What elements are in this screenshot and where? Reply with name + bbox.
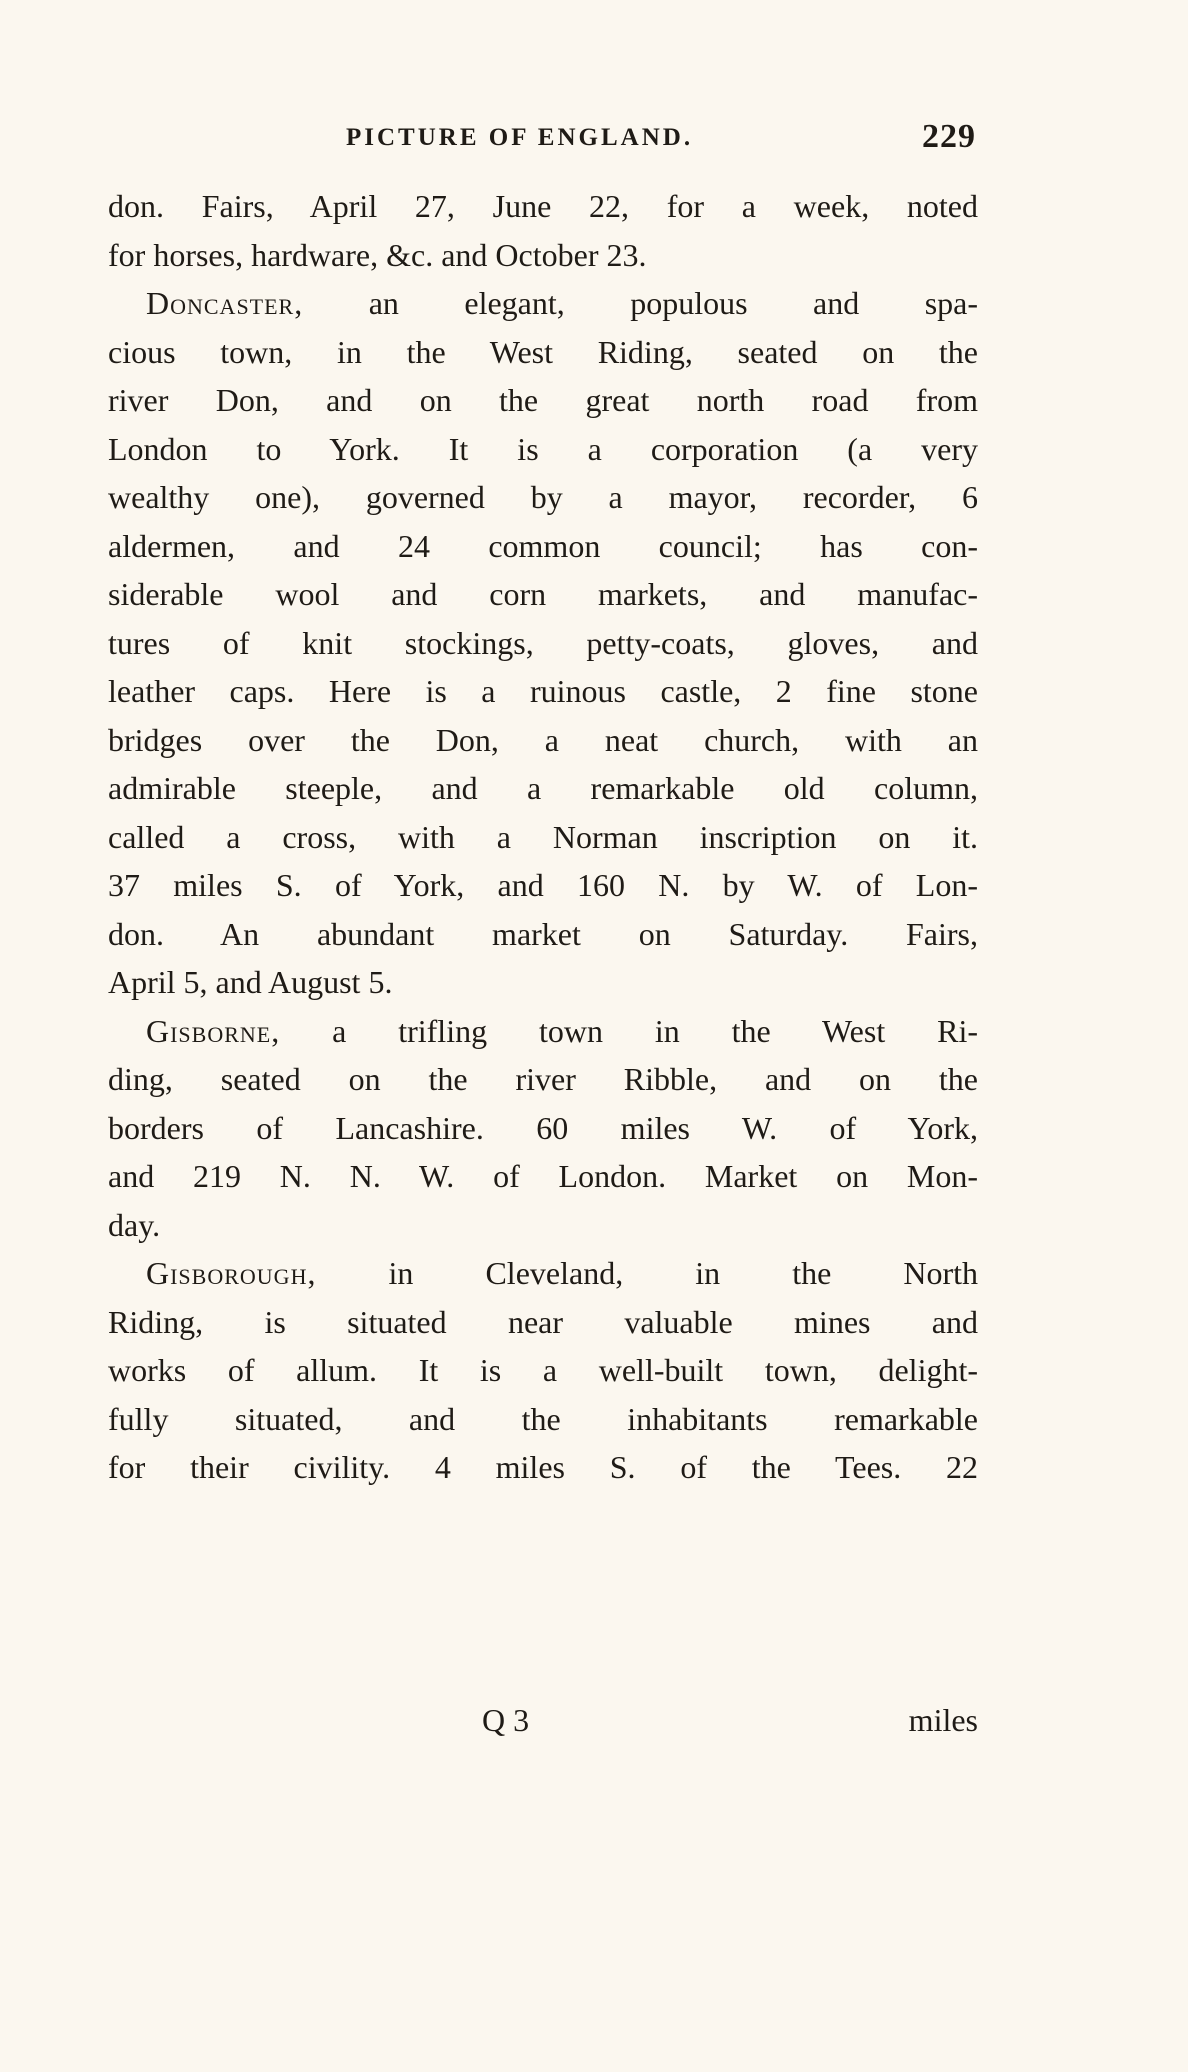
text-fragment: a trifling town in the West Ri- <box>280 1012 978 1049</box>
text-fragment: an elegant, populous and spa- <box>303 285 978 321</box>
text-line: siderable wool and corn markets, and manufac- <box>108 576 978 612</box>
text-line: for their civility. 4 miles S. of the Tees. 22 <box>108 1449 978 1485</box>
text-line: fully situated, and the inhabitants remarkable <box>108 1400 978 1437</box>
text-line: works of allum. It is a well-built town, delight- <box>108 1352 978 1388</box>
text-line: London to York. It is a corporation (a very <box>108 430 978 467</box>
text-line: ding, seated on the river Ribble, and on the <box>108 1061 978 1097</box>
text-line: day. <box>108 1206 161 1243</box>
text-line: don. Fairs, April 27, June 22, for a week, noted <box>108 188 978 224</box>
text-line: wealthy one), governed by a mayor, recorder, 6 <box>108 479 978 515</box>
text-line: called a cross, with a Norman inscription on it. <box>108 818 978 855</box>
body-text <box>108 182 978 1492</box>
text-line: 37 miles S. of York, and 160 N. by W. of Lon- <box>108 867 978 903</box>
text-line: don. An abundant market on Saturday. Fairs, <box>108 915 978 952</box>
text-line: admirable steeple, and a remarkable old column, <box>108 770 978 806</box>
text-line: April 5, and August 5. <box>108 964 393 1000</box>
text-line: river Don, and on the great north road from <box>108 382 978 418</box>
entry-heading-line <box>108 1249 978 1298</box>
text-line: leather caps. Here is a ruinous castle, 2 fine stone <box>108 673 978 709</box>
entry-name-gisborne: Gisborne, <box>146 1012 281 1049</box>
entry-heading-line <box>108 1007 978 1056</box>
text-line: tures of knit stockings, petty-coats, gloves, and <box>108 624 978 661</box>
signature-mark: Q 3 <box>482 1702 530 1738</box>
text-line: for horses, hardware, &c. and October 23. <box>108 236 647 273</box>
catchword: miles <box>908 1702 978 1738</box>
text-line: Riding, is situated near valuable mines and <box>108 1303 978 1340</box>
entry-name-gisborough: Gisborough, <box>146 1255 317 1291</box>
text-line: bridges over the Don, a neat church, with an <box>108 721 978 758</box>
text-line: borders of Lancashire. 60 miles W. of York, <box>108 1109 978 1146</box>
text-fragment: in Cleveland, in the North <box>316 1255 978 1291</box>
page-header <box>346 118 976 168</box>
entry-heading-line <box>108 279 978 328</box>
page-number: 229 <box>922 118 976 155</box>
text-line: aldermen, and 24 common council; has con- <box>108 527 978 564</box>
text-line: cious town, in the West Riding, seated on the <box>108 333 978 370</box>
entry-name-doncaster: Doncaster, <box>146 285 304 321</box>
running-title: PICTURE OF ENGLAND. <box>346 124 694 151</box>
text-line: and 219 N. N. W. of London. Market on Mon- <box>108 1158 978 1194</box>
page-footer <box>108 1696 978 1744</box>
